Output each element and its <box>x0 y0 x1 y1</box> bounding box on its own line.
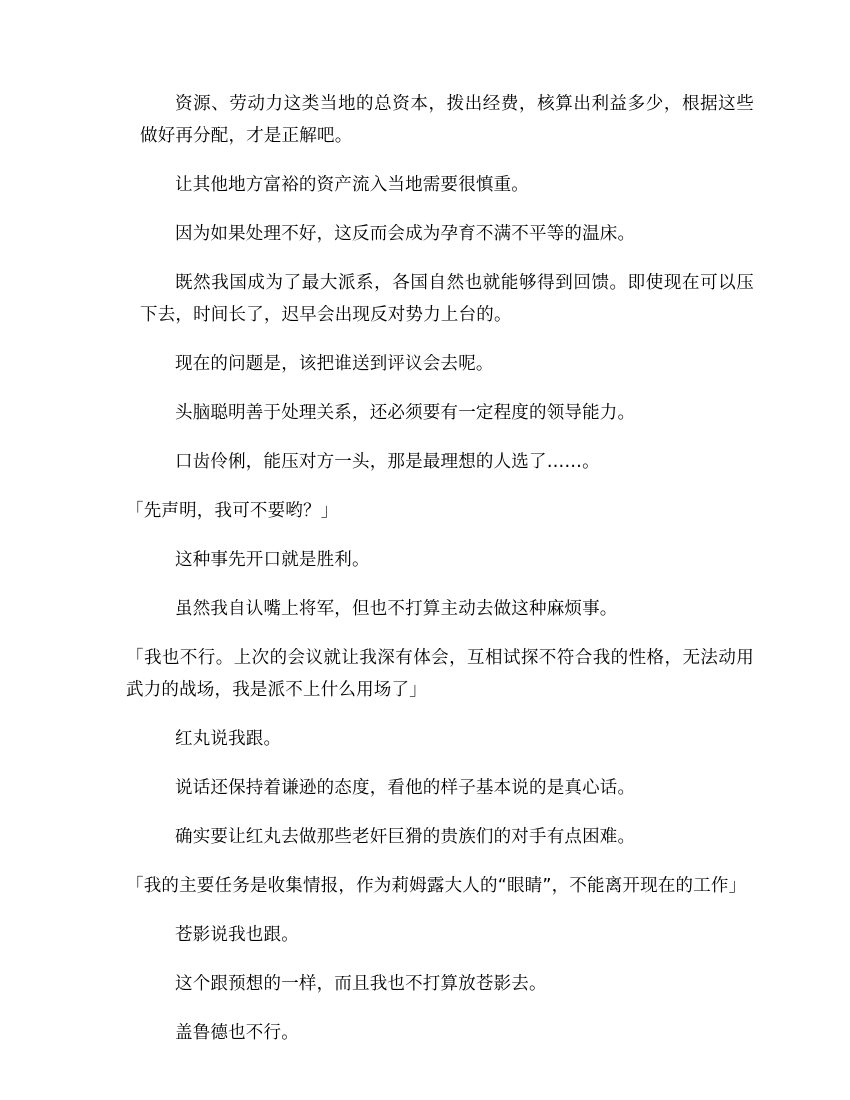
paragraph: 说话还保持着谦逊的态度，看他的样子基本说的是真心话。 <box>175 778 636 798</box>
paragraph: 盖鲁德也不行。 <box>175 1023 299 1043</box>
paragraph: 苍影说我也跟。 <box>175 925 299 945</box>
paragraph: 现在的问题是，该把谁送到评议会去呢。 <box>175 354 494 374</box>
paragraph: 让其他地方富裕的资产流入当地需要很慎重。 <box>175 175 529 195</box>
paragraph: 既然我国成为了最大派系，各国自然也就能够得到回馈。即使现在可以压下去，时间长了，迟早会出现反对势力上台的。 <box>140 273 754 325</box>
paragraph: 头脑聪明善于处理关系，还必须要有一定程度的领导能力。 <box>175 403 636 423</box>
paragraph: 这种事先开口就是胜利。 <box>175 550 370 570</box>
dialogue-paragraph: 「我也不行。上次的会议就让我深有体会，互相试探不符合我的性格，无法动用武力的战场，我是派不上什么用场了」 <box>126 648 754 700</box>
dialogue-paragraph: 「先声明，我可不要哟？」 <box>126 501 339 521</box>
paragraph: 资源、劳动力这类当地的总资本，拨出经费，核算出利益多少，根据这些做好再分配，才是正解吧。 <box>140 94 754 146</box>
document-body <box>126 88 754 1049</box>
paragraph: 因为如果处理不好，这反而会成为孕育不满不平等的温床。 <box>175 224 636 244</box>
dialogue-paragraph: 「我的主要任务是收集情报，作为莉姆露大人的“眼睛”，不能离开现在的工作」 <box>126 876 747 896</box>
paragraph: 红丸说我跟。 <box>175 729 282 749</box>
paragraph: 这个跟预想的一样，而且我也不打算放苍影去。 <box>175 974 547 994</box>
paragraph: 口齿伶俐，能压对方一头，那是最理想的人选了……。 <box>175 452 600 472</box>
paragraph: 虽然我自认嘴上将军，但也不打算主动去做这种麻烦事。 <box>175 599 618 619</box>
paragraph: 确实要让红丸去做那些老奸巨猾的贵族们的对手有点困难。 <box>175 827 636 847</box>
